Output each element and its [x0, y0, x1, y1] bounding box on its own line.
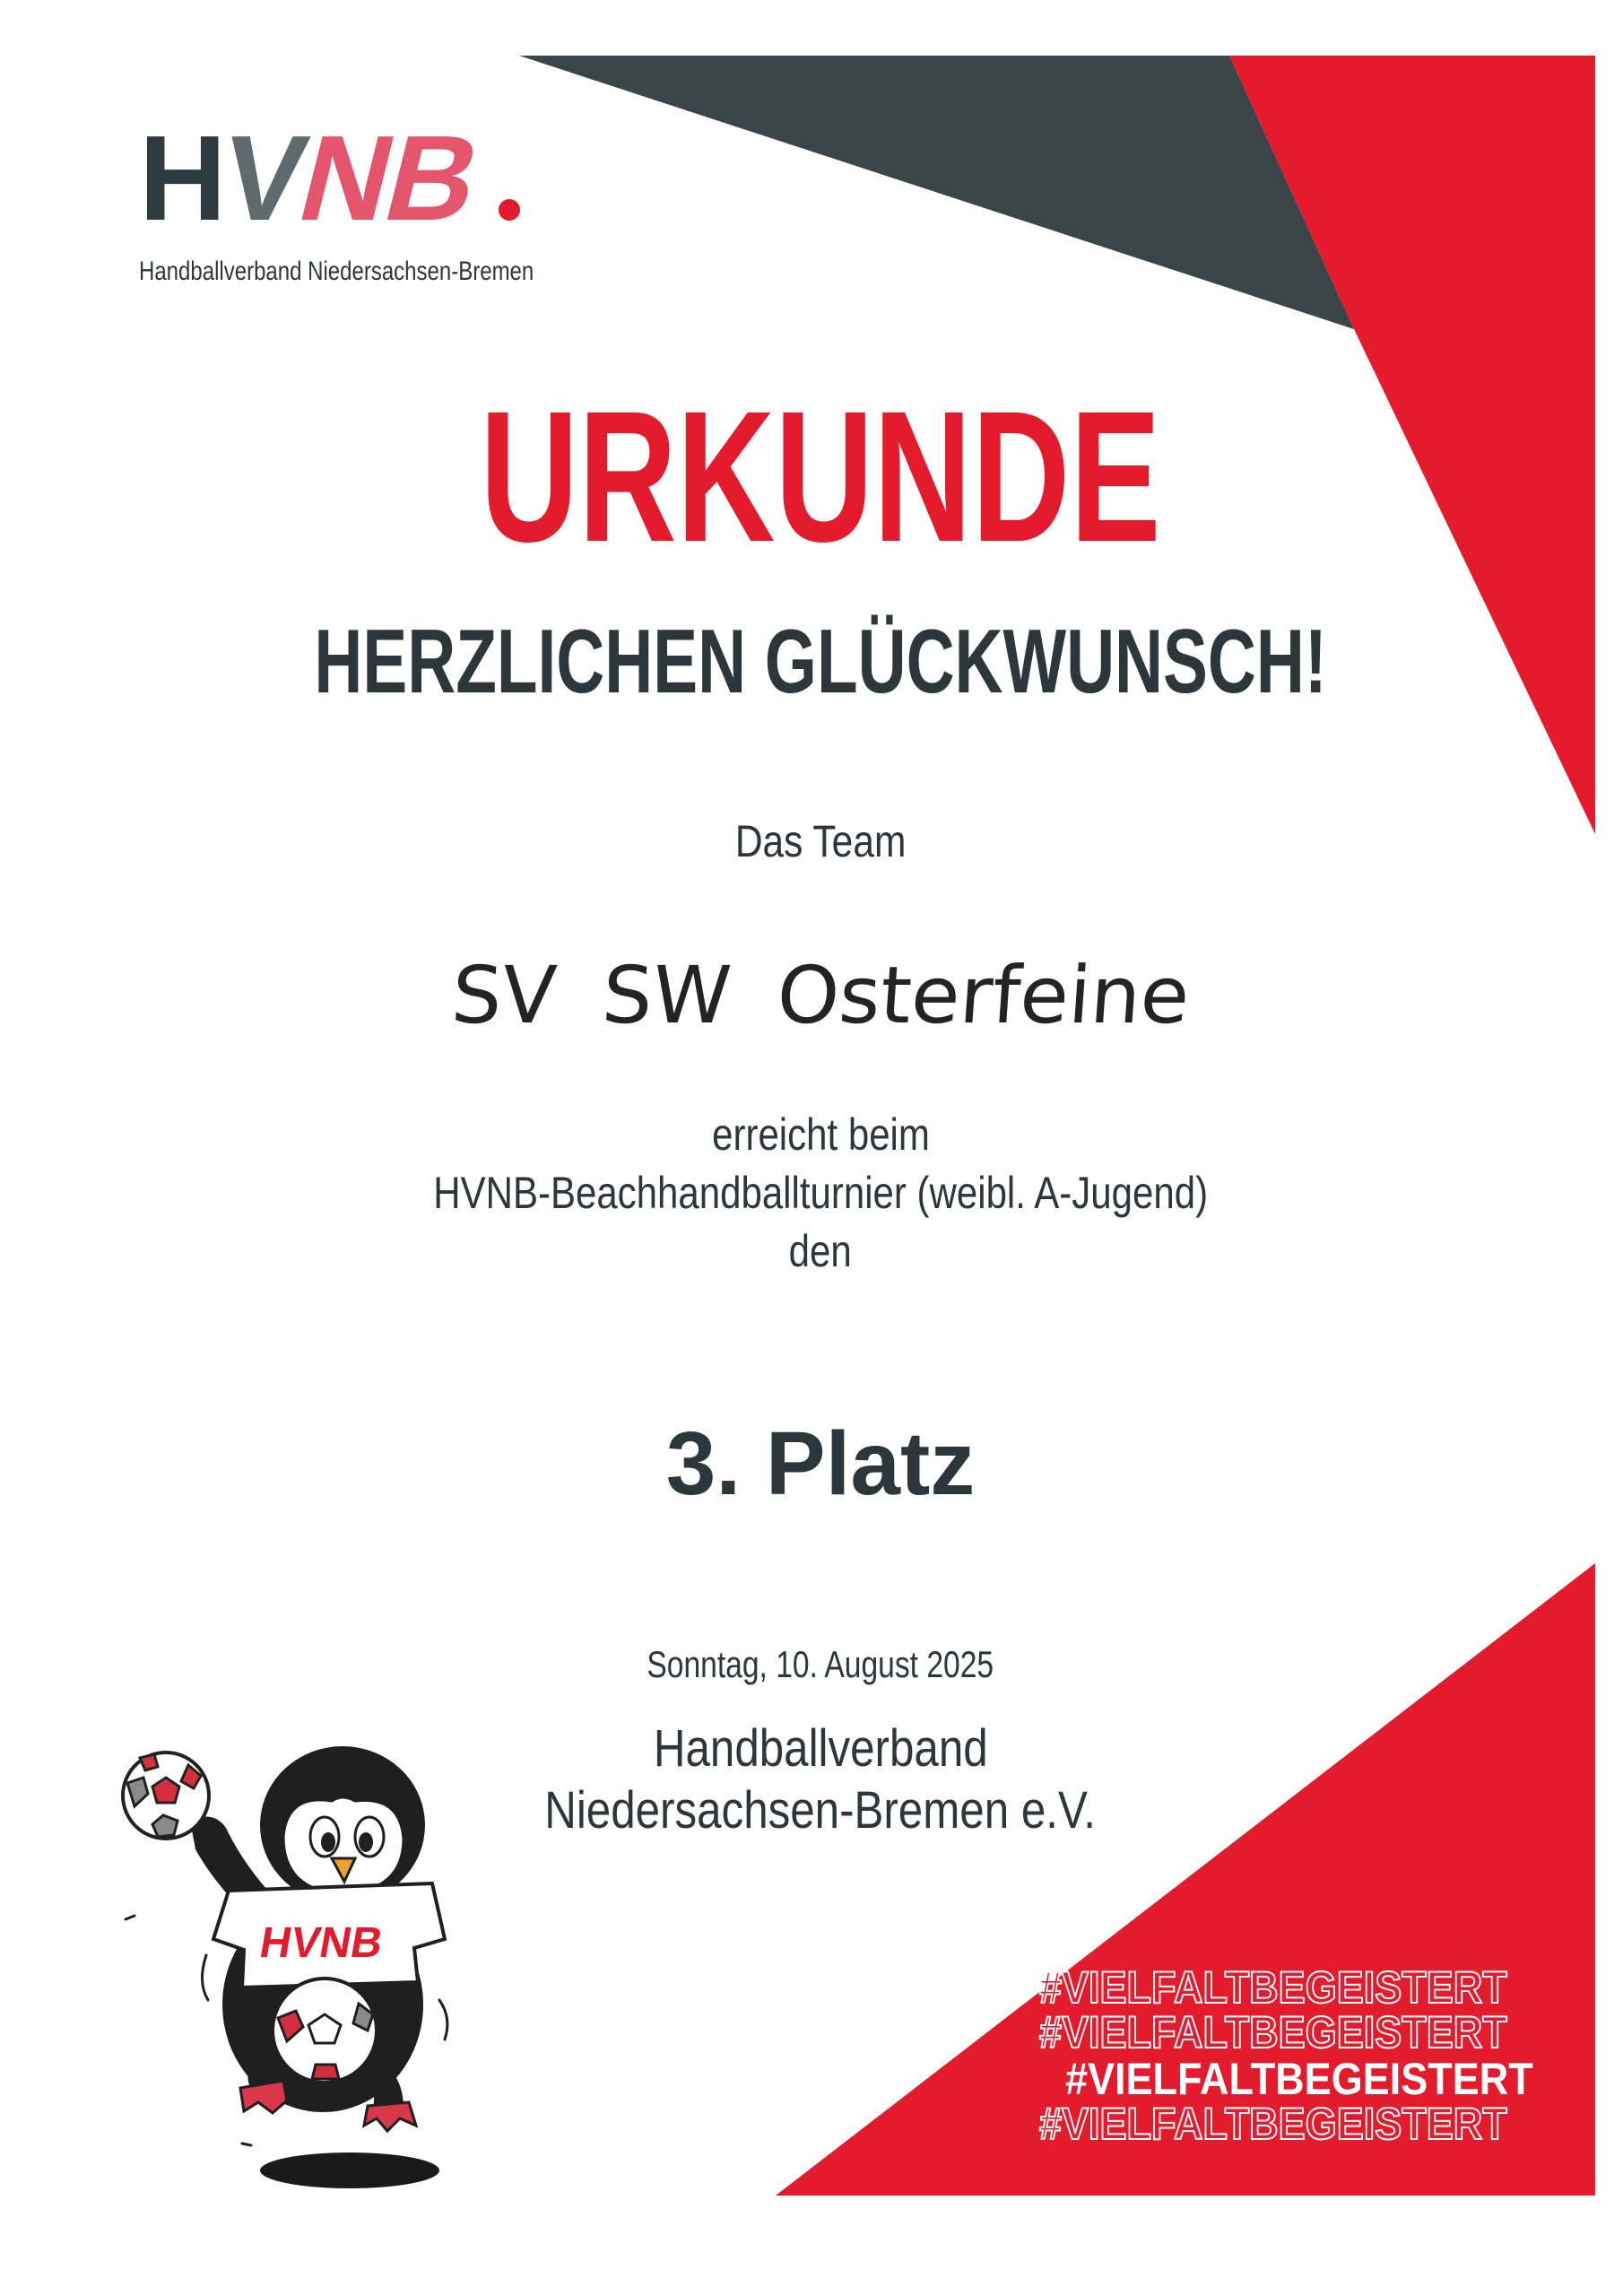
issuer-line-1-text: Handballverband: [653, 1719, 988, 1778]
team-name: [0, 949, 1623, 1041]
greeting: [0, 612, 1623, 712]
event-date: [0, 1642, 1623, 1687]
hashtag-outline-3: #VIELFALTBEGEISTERT: [1039, 2099, 1507, 2149]
hvnb-logo: [139, 110, 492, 246]
handball-icon: [123, 1752, 209, 1839]
certificate-title-text: URKUNDE: [480, 373, 1161, 581]
team-intro: [0, 816, 1623, 866]
logo-letters-nb: NB: [286, 110, 492, 246]
hashtag-outline-2: #VIELFALTBEGEISTERT: [1039, 2007, 1507, 2057]
achievement-line-3-text: den: [788, 1226, 853, 1276]
greeting-text: HERZLICHEN GLÜCKWUNSCH!: [314, 612, 1327, 712]
hashtag-solid: #VIELFALTBEGEISTERT: [1065, 2054, 1533, 2104]
penguin-mascot-icon: [108, 1731, 502, 2206]
placement-text: 3. Platz: [665, 1413, 976, 1514]
event-date-text: Sonntag, 10. August 2025: [647, 1643, 994, 1685]
achievement-line-1: [0, 1108, 1623, 1161]
placement: [0, 1413, 1623, 1514]
issuer-line-2-text: Niedersachsen-Bremen e.V.: [544, 1781, 1097, 1839]
top-dark-triangle: [519, 56, 1354, 329]
mascot-shadow: [260, 2152, 439, 2188]
mascot-shirt-text: HVNB: [256, 1918, 387, 1967]
hashtag-outline-1: #VIELFALTBEGEISTERT: [1039, 1962, 1507, 2013]
achievement-line-1-text: erreicht beim: [711, 1109, 930, 1160]
mascot-foot-left: [240, 2081, 287, 2113]
logo-subtitle: Handballverband Niedersachsen-Bremen: [139, 257, 534, 286]
tournament-name: [0, 1166, 1623, 1220]
logo-letter-h: H: [139, 110, 225, 246]
logo-dot: [499, 199, 520, 221]
mascot-foot-right: [364, 2102, 416, 2131]
belly-ball-icon: [273, 1979, 377, 2083]
tournament-name-text: HVNB-Beachhandballturnier (weibl. A-Jugend): [433, 1168, 1208, 1218]
logo-letter-v: V: [214, 110, 314, 246]
certificate-title: [0, 373, 1623, 581]
team-intro-text: Das Team: [734, 816, 907, 866]
team-name-handwritten: SV SW Osterfeine: [448, 949, 1193, 1041]
achievement-line-3: [0, 1224, 1623, 1278]
